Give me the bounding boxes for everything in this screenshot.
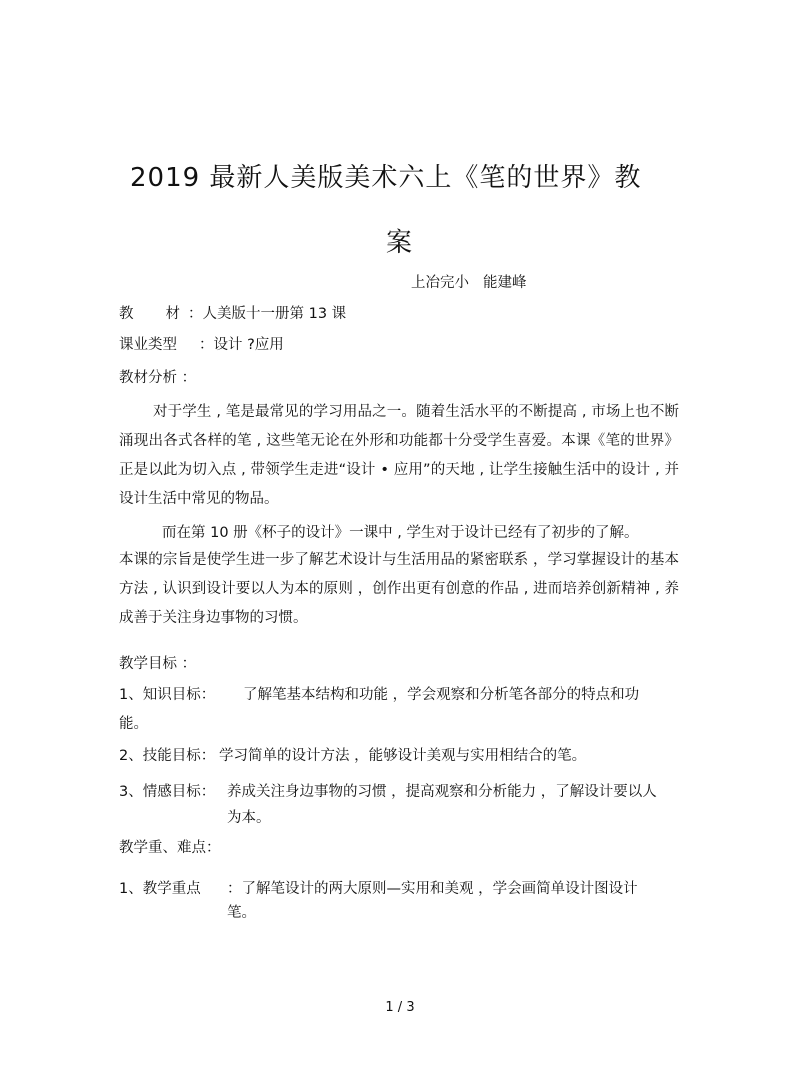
goal-item-3-text-cont: 为本。 [227, 810, 271, 826]
analysis-paragraph-1: 对于学生 , 笔是最常见的学习用品之一。随着生活水平的不断提高 , 市场上也不断涌现出各式各样的笔 , 这些笔无论在外形和功能都十分受学生喜爱。本课《笔的世界》正是以此为切入点 , 带领学生走进“设计 • 应用”的天地 , 让学生接触生活中的设计 , 并设计生活中常见的物品。 [119, 404, 679, 507]
goal-item-1-text-cont: 能。 [119, 716, 148, 732]
course-type-line [119, 333, 284, 354]
author-line [411, 271, 527, 292]
author-name: 能建峰 [483, 275, 527, 291]
document-title-line1: 2019 最新人美版美术六上《笔的世界》教 [130, 163, 642, 193]
course-type-value: ：设计 ?应用 [199, 337, 284, 353]
goal-item-3-text: 养成关注身边事物的习惯 ，提高观察和分析能力 ，了解设计要以人 [227, 784, 657, 800]
key-point-1-label: 1、教学重点 [119, 881, 201, 897]
key-points-heading: 教学重、难点： [119, 840, 221, 856]
document-title-line2: 案 [386, 228, 414, 258]
analysis-paragraph-2: 本课的宗旨是使学生进一步了解艺术设计与生活用品的紧密联系 ，学习掌握设计的基本方法 , 认识到设计要以人为本的原则 ，创作出更有创意的作品 , 进而培养创新精神 , 养成善于关注身边事物的习惯。 [119, 552, 679, 626]
analysis-heading: 教材分析 ： [119, 370, 197, 386]
author-school: 上冶完小 [411, 275, 469, 291]
goal-item-1-text: 了解笔基本结构和功能 ，学会观察和分析笔各部分的特点和功 [243, 687, 640, 703]
goal-item-1-label: 1、知识目标： [119, 687, 216, 703]
goals-heading: 教学目标 ： [119, 656, 197, 672]
page-number: 1 / 3 [385, 1000, 415, 1015]
key-point-1-text-cont: 笔。 [227, 905, 256, 921]
textbook-line [119, 302, 346, 323]
goal-item-3-label: 3、情感目标： [119, 784, 216, 800]
goal-item-2-text: 学习简单的设计方法 ，能够设计美观与实用相结合的笔。 [219, 748, 587, 764]
textbook-label-2: 材 [165, 306, 180, 322]
analysis-paragraph-2-first-line: 而在第 10 册《杯子的设计》一课中 , 学生对于设计已经有了初步的了解。 [162, 525, 639, 541]
textbook-value: ：人美版十一册第 13 课 [188, 306, 347, 322]
key-point-1-text: ：了解笔设计的两大原则—实用和美观 ，学会画简单设计图设计 [227, 881, 638, 897]
goal-item-2-label: 2、技能目标： [119, 748, 216, 764]
textbook-label-1: 教 [119, 306, 134, 322]
course-type-label: 课业类型 [119, 337, 177, 353]
